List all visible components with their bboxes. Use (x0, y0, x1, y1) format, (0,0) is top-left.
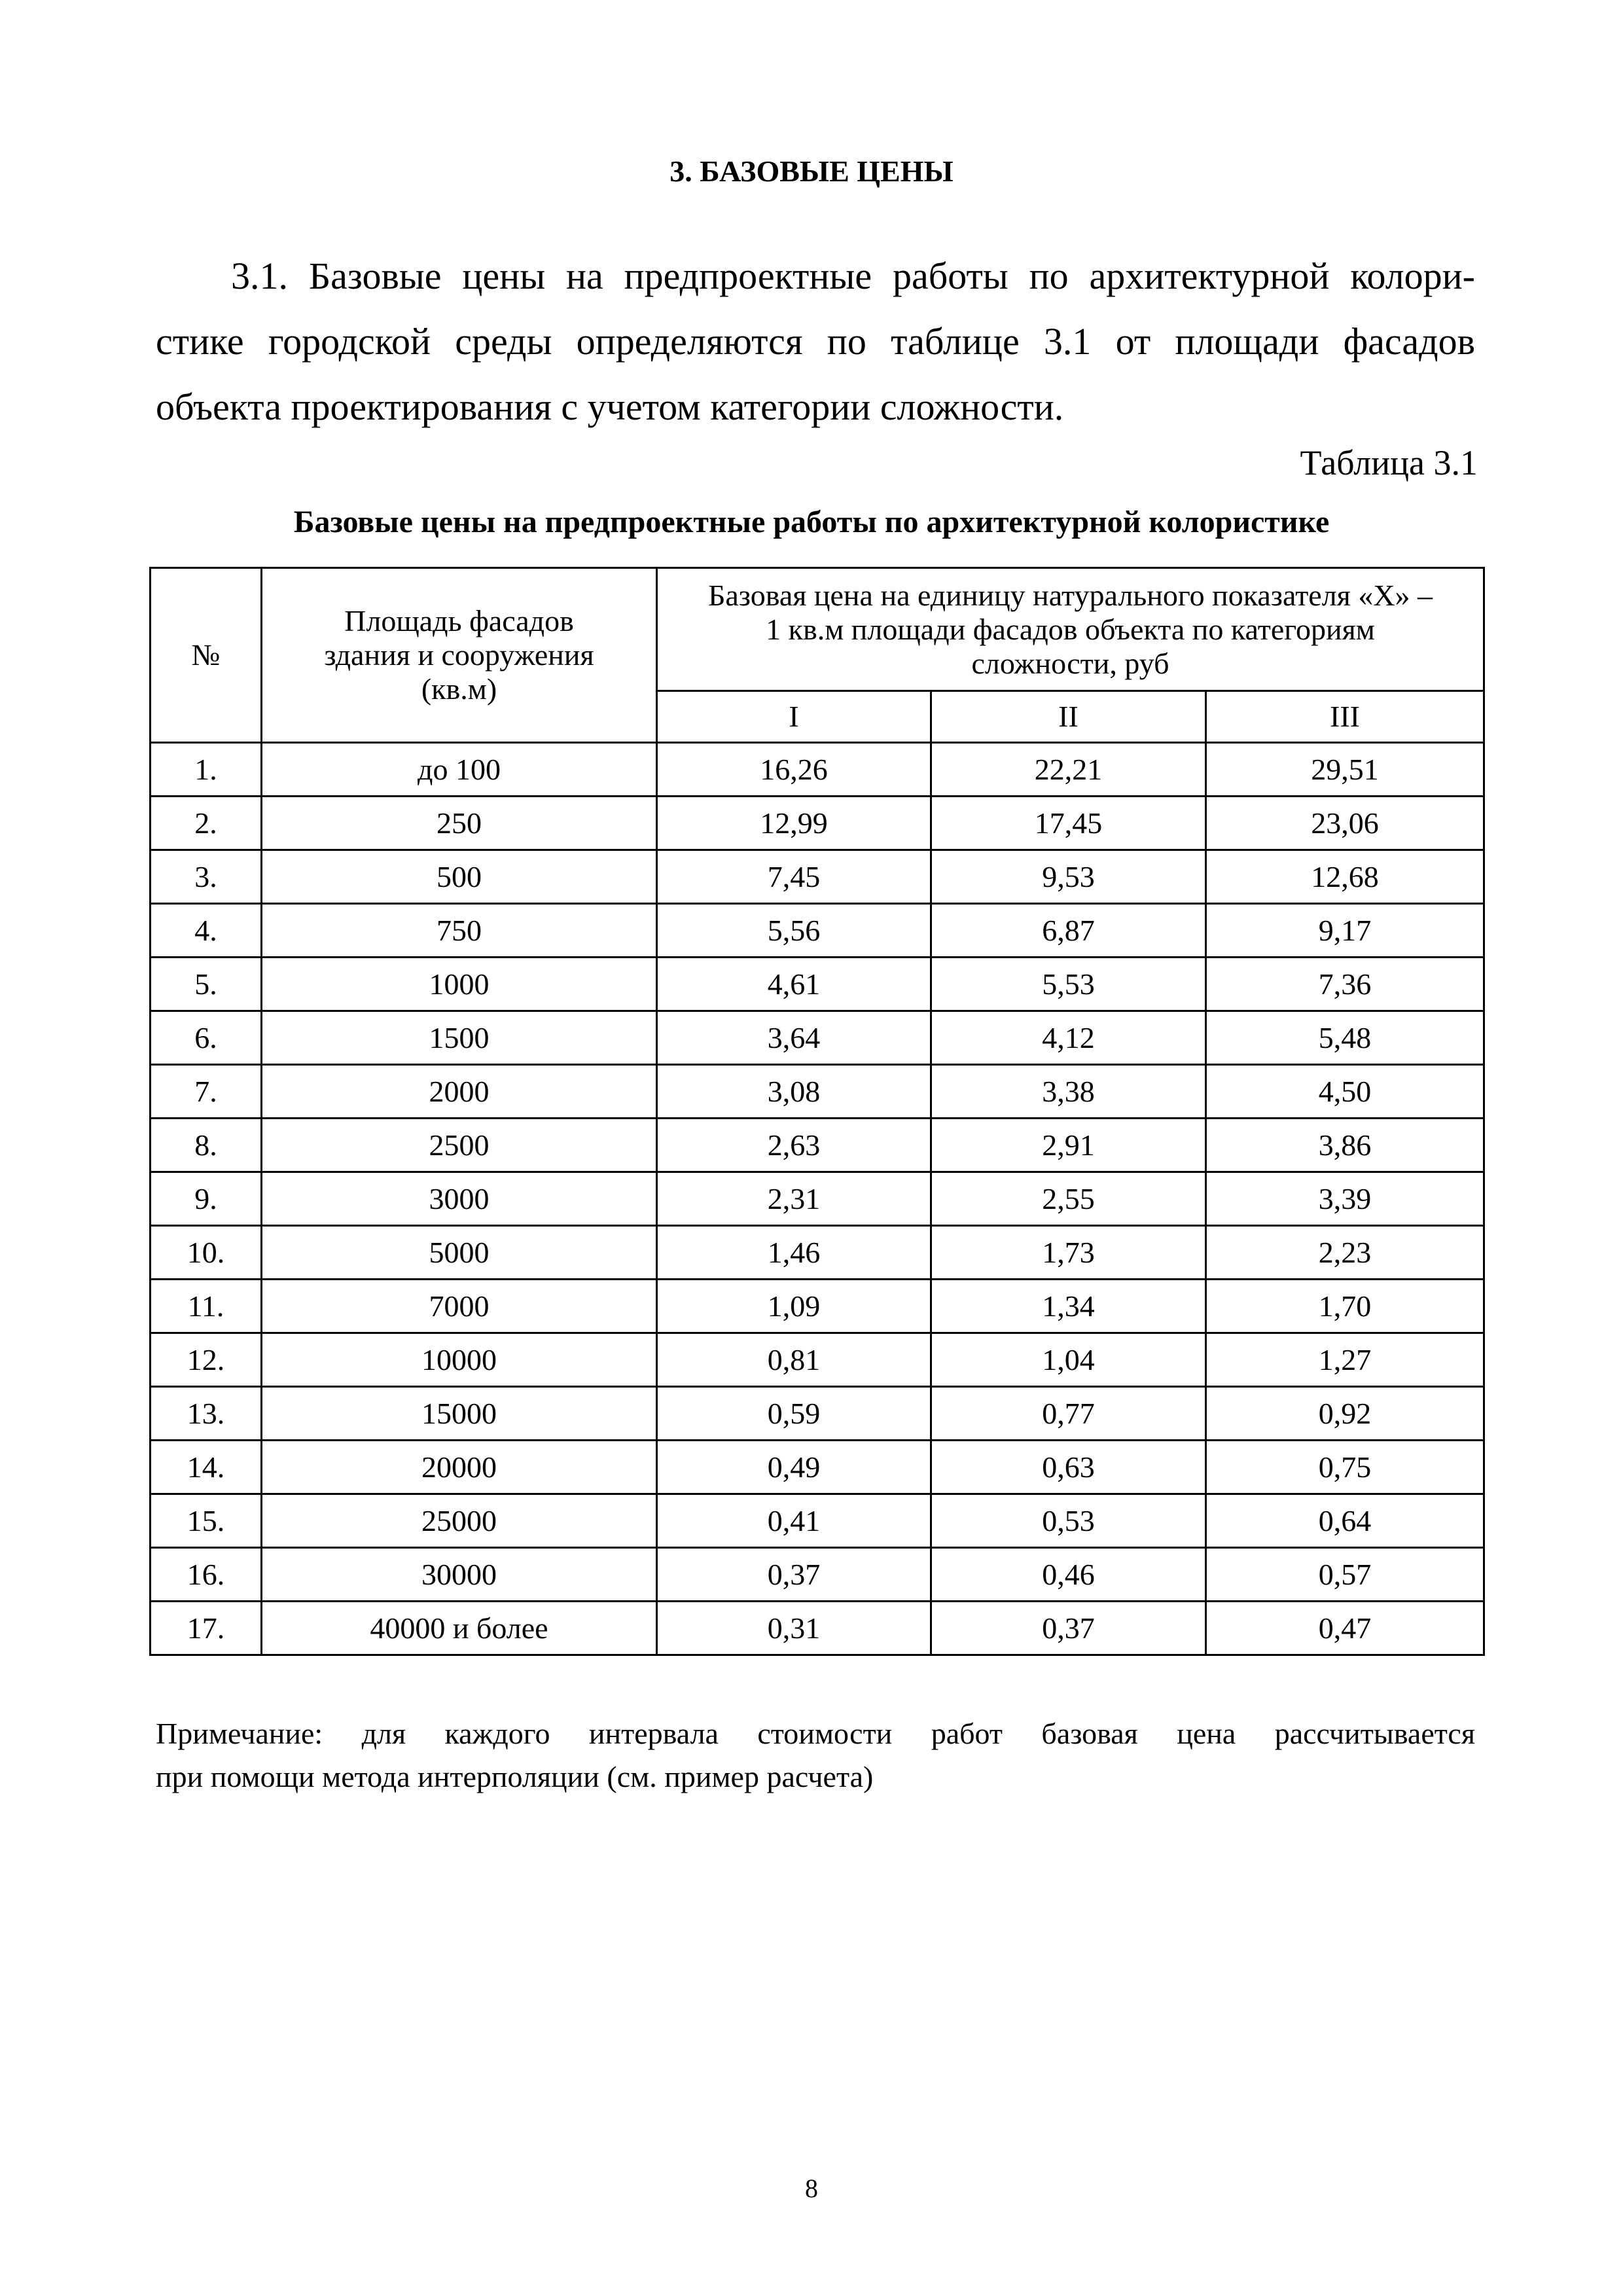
row-area: до 100 (262, 743, 657, 797)
row-number: 6. (151, 1011, 262, 1065)
row-price-cat2: 0,77 (931, 1387, 1206, 1441)
table-row (151, 1119, 1484, 1172)
row-price-cat1: 0,31 (657, 1602, 931, 1655)
row-area: 40000 и более (262, 1602, 657, 1655)
row-price-cat2: 0,46 (931, 1548, 1206, 1602)
row-area: 25000 (262, 1494, 657, 1548)
row-area: 20000 (262, 1441, 657, 1494)
row-price-cat2: 4,12 (931, 1011, 1206, 1065)
row-price-cat2: 6,87 (931, 904, 1206, 958)
row-area: 250 (262, 797, 657, 850)
table-title: Базовые цены на предпроектные работы по архитектурной колористике (293, 505, 1330, 539)
row-price-cat1: 1,09 (657, 1280, 931, 1333)
row-number: 4. (151, 904, 262, 958)
table-row (151, 797, 1484, 850)
row-price-cat3: 1,70 (1206, 1280, 1484, 1333)
row-price-cat1: 2,31 (657, 1172, 931, 1226)
row-number: 9. (151, 1172, 262, 1226)
row-price-cat2: 1,73 (931, 1226, 1206, 1280)
note-line: Примечание: для каждого интервала стоимости работ базовая цена рассчитывается (156, 1717, 1475, 1750)
row-price-cat3: 0,75 (1206, 1441, 1484, 1494)
row-price-cat3: 23,06 (1206, 797, 1484, 850)
table-row (151, 1065, 1484, 1119)
row-price-cat3: 0,47 (1206, 1602, 1484, 1655)
row-price-cat2: 9,53 (931, 850, 1206, 904)
row-price-cat2: 0,53 (931, 1494, 1206, 1548)
row-price-cat3: 0,92 (1206, 1387, 1484, 1441)
row-price-cat2: 0,63 (931, 1441, 1206, 1494)
intro-paragraph (156, 243, 1475, 440)
paragraph-line: 3.1. Базовые цены на предпроектные работы по архитектурной колори- (231, 255, 1475, 297)
row-number: 13. (151, 1387, 262, 1441)
row-price-cat1: 4,61 (657, 958, 931, 1011)
row-number: 2. (151, 797, 262, 850)
row-number: 3. (151, 850, 262, 904)
row-area: 500 (262, 850, 657, 904)
row-price-cat1: 0,41 (657, 1494, 931, 1548)
header-category-1: I (657, 691, 931, 743)
row-number: 5. (151, 958, 262, 1011)
row-number: 1. (151, 743, 262, 797)
header-category-3: III (1206, 691, 1484, 743)
row-number: 14. (151, 1441, 262, 1494)
table-row (151, 1548, 1484, 1602)
row-price-cat1: 1,46 (657, 1226, 931, 1280)
table-header (151, 568, 1484, 743)
row-price-cat1: 2,63 (657, 1119, 931, 1172)
row-area: 1500 (262, 1011, 657, 1065)
row-area: 750 (262, 904, 657, 958)
row-area: 7000 (262, 1280, 657, 1333)
table-row (151, 1333, 1484, 1387)
row-price-cat2: 2,91 (931, 1119, 1206, 1172)
paragraph-line: объекта проектирования с учетом категории сложности. (156, 386, 1064, 428)
row-price-cat3: 7,36 (1206, 958, 1484, 1011)
table-row (151, 1226, 1484, 1280)
row-price-cat3: 3,86 (1206, 1119, 1484, 1172)
table-row (151, 958, 1484, 1011)
row-price-cat1: 0,37 (657, 1548, 931, 1602)
row-price-cat2: 1,04 (931, 1333, 1206, 1387)
table-row (151, 1280, 1484, 1333)
paragraph-line: стике городской среды определяются по таблице 3.1 от площади фасадов (156, 320, 1475, 363)
table-row (151, 1441, 1484, 1494)
header-area: Площадь фасадов здания и сооружения (кв.м) (262, 568, 657, 743)
row-price-cat1: 3,08 (657, 1065, 931, 1119)
row-area: 2500 (262, 1119, 657, 1172)
row-area: 1000 (262, 958, 657, 1011)
row-price-cat1: 12,99 (657, 797, 931, 850)
header-price: Базовая цена на единицу натурального показателя «Х» – 1 кв.м площади фасадов объекта по категориям сложности, руб (657, 568, 1484, 691)
row-area: 2000 (262, 1065, 657, 1119)
table-label: Таблица 3.1 (1300, 443, 1478, 482)
table-row (151, 1602, 1484, 1655)
row-price-cat3: 2,23 (1206, 1226, 1484, 1280)
section-heading: 3. БАЗОВЫЕ ЦЕНЫ (669, 154, 954, 188)
row-number: 12. (151, 1333, 262, 1387)
row-price-cat1: 3,64 (657, 1011, 931, 1065)
table-row (151, 1494, 1484, 1548)
table-row (151, 743, 1484, 797)
row-number: 8. (151, 1119, 262, 1172)
table-row (151, 850, 1484, 904)
row-price-cat1: 0,59 (657, 1387, 931, 1441)
table-row (151, 1011, 1484, 1065)
row-area: 10000 (262, 1333, 657, 1387)
row-price-cat2: 2,55 (931, 1172, 1206, 1226)
row-price-cat2: 5,53 (931, 958, 1206, 1011)
row-price-cat1: 5,56 (657, 904, 931, 958)
row-number: 7. (151, 1065, 262, 1119)
header-category-2: II (931, 691, 1206, 743)
row-area: 30000 (262, 1548, 657, 1602)
row-price-cat3: 1,27 (1206, 1333, 1484, 1387)
row-number: 15. (151, 1494, 262, 1548)
row-price-cat2: 17,45 (931, 797, 1206, 850)
page-number: 8 (805, 2174, 818, 2203)
row-price-cat3: 4,50 (1206, 1065, 1484, 1119)
row-number: 11. (151, 1280, 262, 1333)
row-price-cat3: 0,57 (1206, 1548, 1484, 1602)
row-price-cat3: 29,51 (1206, 743, 1484, 797)
row-price-cat2: 22,21 (931, 743, 1206, 797)
note-line: при помощи метода интерполяции (см. пример расчета) (156, 1760, 874, 1793)
row-price-cat1: 0,49 (657, 1441, 931, 1494)
row-price-cat1: 7,45 (657, 850, 931, 904)
row-price-cat3: 5,48 (1206, 1011, 1484, 1065)
row-price-cat3: 9,17 (1206, 904, 1484, 958)
row-price-cat2: 1,34 (931, 1280, 1206, 1333)
row-area: 5000 (262, 1226, 657, 1280)
price-table (149, 567, 1485, 1656)
row-price-cat3: 0,64 (1206, 1494, 1484, 1548)
row-price-cat3: 3,39 (1206, 1172, 1484, 1226)
row-price-cat1: 16,26 (657, 743, 931, 797)
table-row (151, 1172, 1484, 1226)
row-price-cat2: 0,37 (931, 1602, 1206, 1655)
row-price-cat1: 0,81 (657, 1333, 931, 1387)
row-number: 10. (151, 1226, 262, 1280)
row-area: 3000 (262, 1172, 657, 1226)
table-row (151, 904, 1484, 958)
row-price-cat3: 12,68 (1206, 850, 1484, 904)
row-number: 17. (151, 1602, 262, 1655)
row-area: 15000 (262, 1387, 657, 1441)
table-body (151, 743, 1484, 1655)
row-price-cat2: 3,38 (931, 1065, 1206, 1119)
row-number: 16. (151, 1548, 262, 1602)
table-note (156, 1712, 1475, 1799)
table-row (151, 1387, 1484, 1441)
header-number: № (151, 568, 262, 743)
